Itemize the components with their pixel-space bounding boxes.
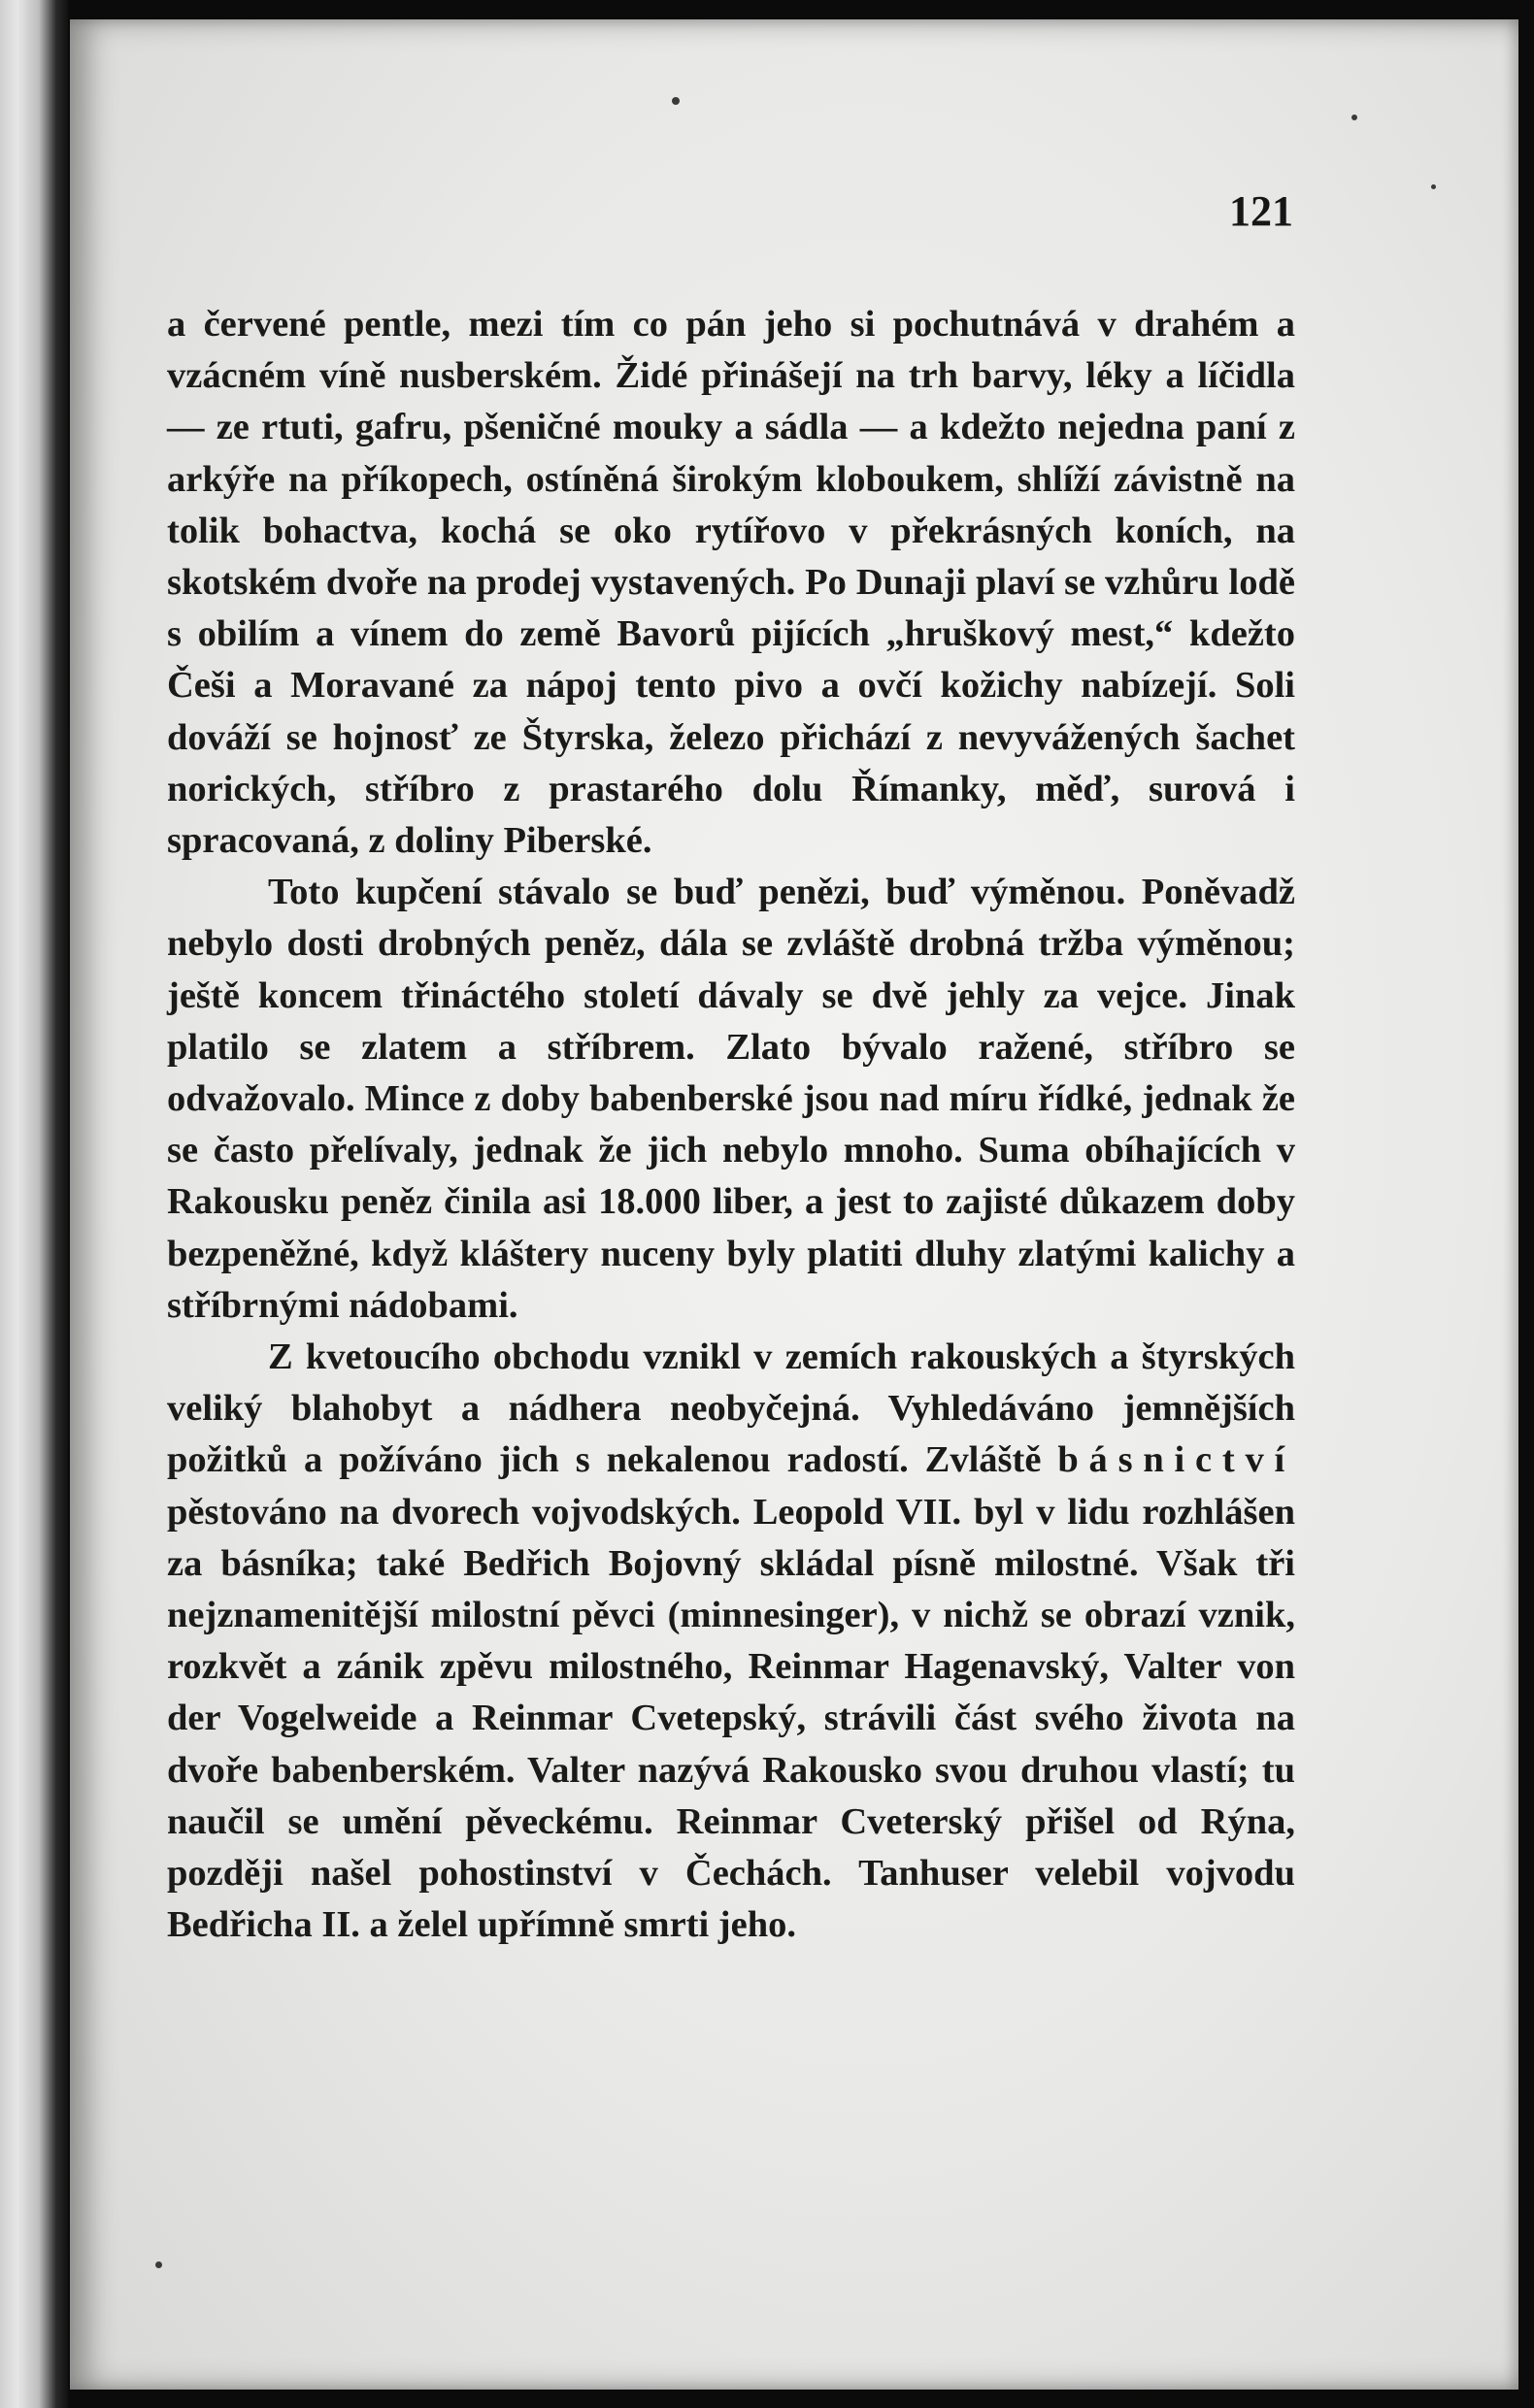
binding-edge — [0, 0, 68, 2408]
print-speck — [1431, 184, 1436, 189]
print-speck — [1351, 115, 1357, 120]
paragraph — [167, 1332, 1295, 1951]
emphasized-word: básnictví — [1057, 1439, 1295, 1481]
paragraph-text: a červené pentle, mezi tím co pán jeho si pochutnává v drahém a vzácném víně nusberském. Židé přinášejí na trh barvy, léky a líčidla — ze rtuti, gafru, pšeničné mouky a sádla — a kdežto nejedna paní z arkýře na příkopech, ostíněná širokým kloboukem, shlíží závistně na tolik bohactva, kochá se oko rytířovo v překrásných koních, na skotském dvoře na prodej vystavených. Po Dunaji plaví se vzhůru lodě s obilím a vínem do země Bavorů pijících „hruškový mest,“ kdežto Češi a Moravané za nápoj tento pivo a ovčí kožichy nabízejí. Soli dováží se hojnosť ze Štyrska, železo přichází z nevyvážených šachet norických, stříbro z prastarého dolu Římanky, měď, surová i spracovaná, z doliny Piberské. — [167, 304, 1295, 862]
paragraph — [167, 299, 1295, 867]
body-text — [167, 299, 1295, 1952]
paragraph-text: Toto kupčení stávalo se buď penězi, buď výměnou. Poněvadž nebylo dosti drobných peněz, dála se zvláště drobná tržba výměnou; ještě koncem třináctého století dávaly se dvě jehly za vejce. Jinak platilo se zlatem a stříbrem. Zlato bývalo ražené, stříbro se odvažovalo. Mince z doby babenberské jsou nad míru řídké, jednak že se často přelívaly, jednak že jich nebylo mnoho. Suma obíhajících v Rakousku peněz činila asi 18.000 liber, a jest to zajisté důkazem doby bezpeněžné, když kláštery nuceny byly platiti dluhy zlatými kalichy a stříbrnými nádobami. — [167, 872, 1295, 1326]
print-speck — [672, 97, 680, 105]
paragraph — [167, 867, 1295, 1332]
paragraph-text: pěstováno na dvorech vojvodských. Leopold VII. byl v lidu rozhlášen za básníka; také Bedřich Bojovný skládal písně milostné. Však tři nejznamenitější milostní pěvci (minnesinger), v nichž se obrazí vznik, rozkvět a zánik zpěvu milostného, Reinmar Hagenavský, Valter von der Vogelweide a Reinmar Cvetерský, strávili část svého života na dvoře babenberském. Valter nazývá Rakousko svou druhou vlastí; tu naučil se umění pěveckému. Reinmar Cveterský přišel od Rýna, později našel pohostinství v Čechách. Tanhuser velebil vojvodu Bedřicha II. a želel upřímně smrti jeho. — [167, 1491, 1295, 1946]
page-number: 121 — [1229, 187, 1293, 235]
paragraph-text: Z kvetoucího obchodu vznikl v zemích rakouských a štyrských veliký blahobyt a nádhera neobyčejná. Vyhledáváno jemnějších požitků a požíváno jich s nekalenou radostí. Zvláště — [167, 1336, 1295, 1481]
print-speck — [155, 2261, 162, 2268]
